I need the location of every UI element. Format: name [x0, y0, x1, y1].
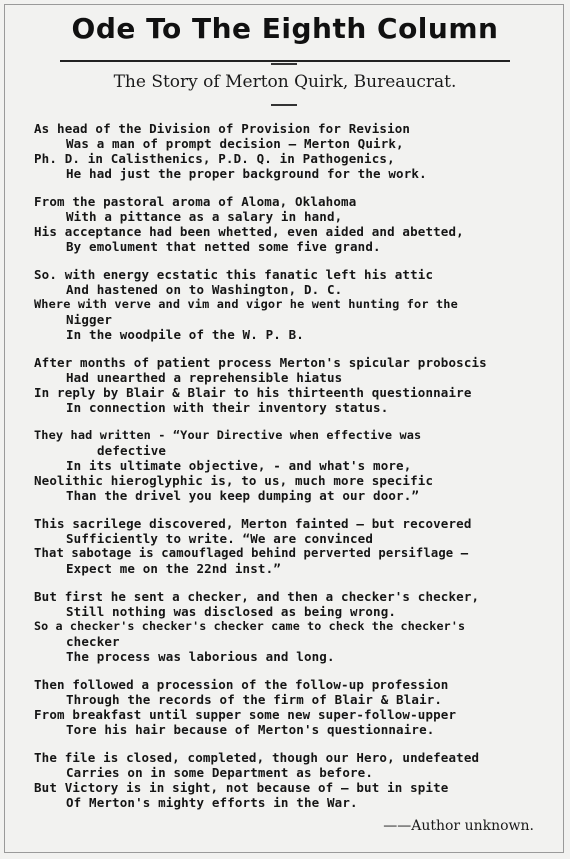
poem-line: Then followed a procession of the follow-up profession [34, 677, 449, 692]
poem-subtitle: The Story of Merton Quirk, Bureaucrat. [113, 72, 457, 92]
poem-line: Than the drivel you keep dumping at our door.” [66, 488, 420, 503]
poem-line: Ph. D. in Calisthenics, P.D. Q. in Pathogenics, [34, 151, 395, 166]
subtitle-dash-bottom [271, 104, 297, 106]
poem-line: Still nothing was disclosed as being wrong. [66, 604, 397, 619]
poem-line: By emolument that netted some five grand. [66, 239, 381, 254]
poem-line: Tore his hair because of Merton's questionnaire. [66, 722, 435, 737]
subtitle-dash-top [271, 63, 297, 65]
poem-line: Of Merton's mighty efforts in the War. [66, 795, 358, 810]
poem-line: But first he sent a checker, and then a checker's checker, [34, 589, 480, 604]
poem-line: From breakfast until supper some new super-follow-upper [34, 707, 457, 722]
poem-line: The process was laborious and long. [66, 649, 335, 664]
poem-line: Had unearthed a reprehensible hiatus [66, 370, 343, 385]
poem-line: Through the records of the firm of Blair & Blair. [66, 692, 443, 707]
poem-line: Expect me on the 22nd inst.” [66, 561, 281, 576]
poem-line: As head of the Division of Provision for Revision [34, 121, 411, 136]
poem-line: In reply by Blair & Blair to his thirteenth questionnaire [34, 385, 472, 400]
poem-line: From the pastoral aroma of Aloma, Oklahoma [34, 194, 357, 209]
poem-title: Ode To The Eighth Column [71, 12, 499, 45]
poem-line: In its ultimate objective, - and what's more, [66, 458, 412, 473]
poem-line: He had just the proper background for the work. [66, 166, 427, 181]
poem-line: defective [97, 443, 167, 458]
poem-line: Nigger [66, 312, 113, 327]
poem-line: This sacrilege discovered, Merton fainted — but recovered [34, 516, 472, 531]
poem-line: Where with verve and vim and vigor he went hunting for the [34, 297, 458, 311]
poem-line: Carries on in some Department as before. [66, 765, 374, 780]
title-rule [60, 60, 510, 62]
poem-line: And hastened on to Washington, D. C. [66, 282, 343, 297]
poem-line: They had written - “Your Directive when effective was [34, 428, 422, 442]
author-attribution: ——Author unknown. [383, 818, 534, 834]
poem-line: In connection with their inventory status. [66, 400, 389, 415]
poem-line: So. with energy ecstatic this fanatic left his attic [34, 267, 434, 282]
poem-line: With a pittance as a salary in hand, [66, 209, 343, 224]
poem-line: His acceptance had been whetted, even aided and abetted, [34, 224, 464, 239]
poem-line: checker [66, 634, 120, 649]
poem-line: Neolithic hieroglyphic is, to us, much more specific [34, 473, 434, 488]
poem-line: After months of patient process Merton's spicular proboscis [34, 355, 487, 370]
poem-line: In the woodpile of the W. P. B. [66, 327, 304, 342]
poem-line: That sabotage is camouflaged behind perverted persiflage — [34, 546, 469, 560]
poem-line: The file is closed, completed, though our Hero, undefeated [34, 750, 480, 765]
poem-line: But Victory is in sight, not because of — but in spite [34, 780, 449, 795]
poem-line: Was a man of prompt decision — Merton Quirk, [66, 136, 404, 151]
poem-line: So a checker's checker's checker came to check the checker's [34, 619, 466, 633]
poem-line: Sufficiently to write. “We are convinced [66, 531, 374, 546]
